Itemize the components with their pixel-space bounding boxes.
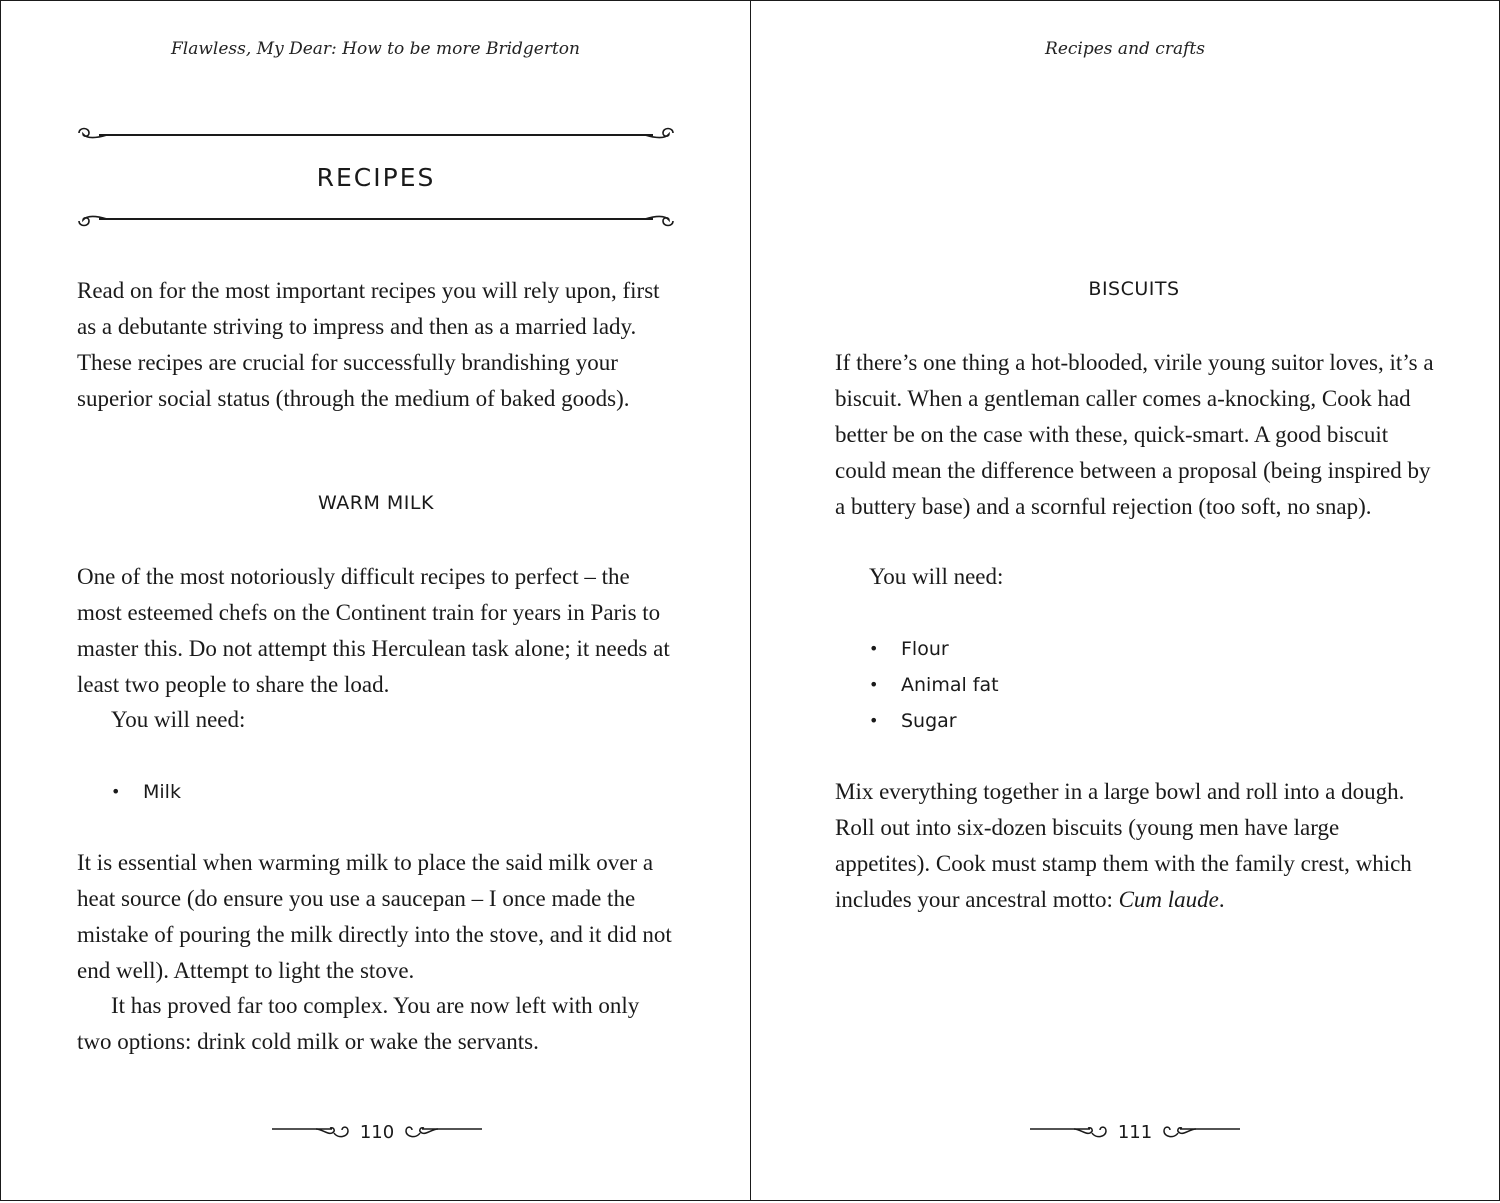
ingredient-label: Milk — [143, 781, 181, 803]
ingredient-label: Flour — [901, 638, 949, 660]
warm-milk-conclusion: It has proved far too complex. You are now left with only two options: drink cold milk or wake the servants. — [77, 993, 640, 1054]
bullet-dot: • — [869, 711, 879, 730]
page-number-left — [272, 1119, 482, 1147]
left-page — [0, 0, 751, 1201]
ingredient-label: Animal fat — [901, 674, 999, 696]
biscuits-method — [835, 774, 1435, 918]
intro-paragraph: Read on for the most important recipes you will rely upon, first as a debutante striving to impress and then as a married lady. These recipes are crucial for successfully brandishing your superior social status (through the medium of baked goods). — [77, 278, 660, 411]
warm-milk-intro: One of the most notoriously difficult recipes to perfect – the most esteemed chefs on the Continent train for years in Paris to master this. Do not attempt this Herculean task alone; it needs at least two people to share the load. — [77, 564, 670, 697]
family-motto: Cum laude — [1118, 887, 1219, 912]
ingredient-label: Sugar — [901, 710, 957, 732]
running-head-left: Flawless, My Dear: How to be more Bridgerton — [171, 39, 580, 59]
biscuits-ingredients — [869, 631, 999, 739]
page-number: 110 — [359, 1122, 395, 1143]
biscuits-method-end: . — [1218, 887, 1225, 912]
bullet-dot: • — [869, 675, 879, 694]
biscuits-heading: BISCUITS — [1088, 278, 1180, 300]
page-number: 111 — [1117, 1122, 1153, 1143]
chapter-title: RECIPES — [316, 163, 436, 192]
warm-milk-heading: WARM MILK — [318, 492, 434, 514]
ingredient-item — [111, 774, 181, 810]
warm-milk-ingredients — [111, 774, 181, 810]
warm-milk-method: It is essential when warming milk to place the said milk over a heat source (do ensure you use a saucepan – I once made the mistake of pouring the milk directly into the stove, and it did not end well). Attempt to light the stove. — [77, 850, 672, 983]
ingredient-item — [869, 667, 999, 703]
ornamental-rule-bottom — [77, 211, 675, 229]
bullet-dot: • — [111, 782, 121, 801]
bullet-dot: • — [869, 639, 879, 658]
running-head-right: Recipes and crafts — [1045, 39, 1205, 59]
ingredient-item — [869, 631, 999, 667]
biscuits-method-text: Mix everything together in a large bowl and roll into a dough. Roll out into six-dozen biscuits (young men have large appetites). Cook must stamp them with the family crest, which includes your ancestral motto: — [835, 779, 1412, 912]
page-number-right — [1030, 1119, 1240, 1147]
ornamental-rule-top — [77, 125, 675, 143]
ingredient-item — [869, 703, 999, 739]
warm-milk-you-will-need: You will need: — [111, 707, 246, 732]
right-page — [750, 0, 1500, 1201]
biscuits-intro: If there’s one thing a hot-blooded, virile young suitor loves, it’s a biscuit. When a gentleman caller comes a-knocking, Cook had better be on the case with these, quick-smart. A good biscuit could mean the difference between a proposal (being inspired by a buttery base) and a scornful rejection (too soft, no snap). — [835, 350, 1434, 519]
biscuits-you-will-need: You will need: — [869, 564, 1004, 589]
